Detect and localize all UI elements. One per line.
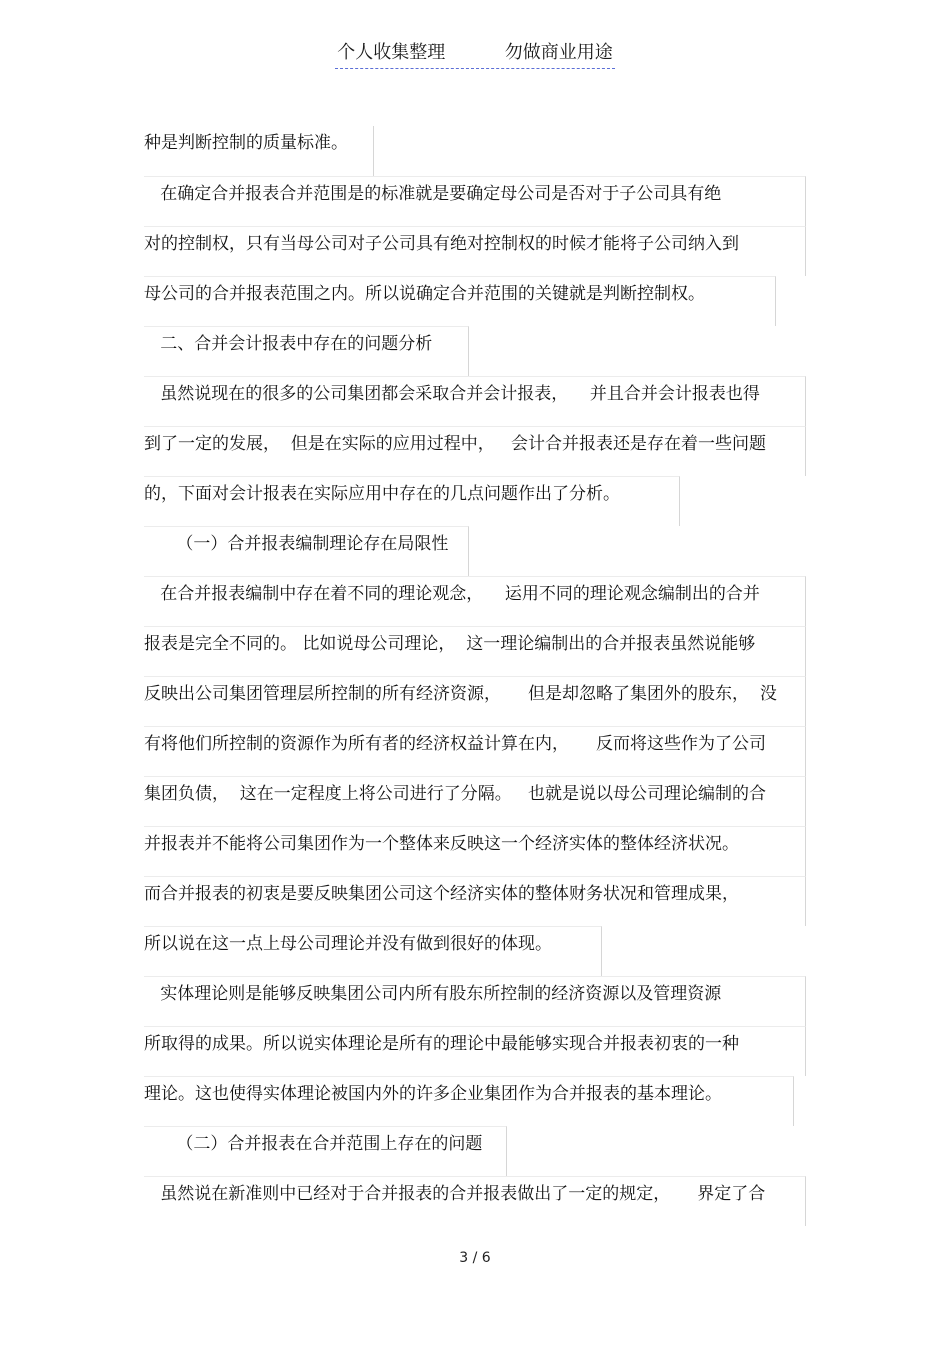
- text-line: 的，下面对会计报表在实际应用中存在的几点问题作出了分析。: [144, 476, 680, 526]
- page-number: 3 / 6: [459, 1250, 491, 1266]
- text-line: 所以说在这一点上母公司理论并没有做到很好的体现。: [144, 926, 602, 976]
- text-line: 并报表并不能将公司集团作为一个整体来反映这一个经济实体的整体经济状况。: [144, 826, 806, 876]
- text-line: 虽然说现在的很多的公司集团都会采取合并会计报表， 并且合并会计报表也得: [144, 376, 806, 426]
- text-line: 在合并报表编制中存在着不同的理论观念， 运用不同的理论观念编制出的合并: [144, 576, 806, 626]
- text-line: 反映出公司集团管理层所控制的所有经济资源， 但是却忽略了集团外的股东， 没: [144, 676, 806, 726]
- text-line: 虽然说在新准则中已经对于合并报表的合并报表做出了一定的规定， 界定了合: [144, 1176, 806, 1226]
- text-line: 实体理论则是能够反映集团公司内所有股东所控制的经济资源以及管理资源: [144, 976, 806, 1026]
- section-heading: 二、合并会计报表中存在的问题分析: [144, 326, 469, 376]
- header-text: 个人收集整理 勿做商业用途: [335, 40, 614, 69]
- text-line: 报表是完全不同的。 比如说母公司理论， 这一理论编制出的合并报表虽然说能够: [144, 626, 806, 676]
- text-line: 到了一定的发展， 但是在实际的应用过程中， 会计合并报表还是存在着一些问题: [144, 426, 806, 476]
- text-line: 种是判断控制的质量标准。: [144, 126, 374, 176]
- text-line: 有将他们所控制的资源作为所有者的经济权益计算在内， 反而将这些作为了公司: [144, 726, 806, 776]
- text-line: 母公司的合并报表范围之内。所以说确定合并范围的关键就是判断控制权。: [144, 276, 776, 326]
- text-line: 在确定合并报表合并范围是的标准就是要确定母公司是否对于子公司具有绝: [144, 176, 806, 226]
- text-line: 所取得的成果。所以说实体理论是所有的理论中最能够实现合并报表初衷的一种: [144, 1026, 806, 1076]
- text-line: 对的控制权，只有当母公司对子公司具有绝对控制权的时候才能将子公司纳入到: [144, 226, 806, 276]
- subsection-heading: （一）合并报表编制理论存在局限性: [144, 526, 469, 576]
- text-line: 集团负债， 这在一定程度上将公司进行了分隔。 也就是说以母公司理论编制的合: [144, 776, 806, 826]
- subsection-heading: （二）合并报表在合并范围上存在的问题: [144, 1126, 507, 1176]
- text-line: 理论。这也使得实体理论被国内外的许多企业集团作为合并报表的基本理论。: [144, 1076, 794, 1126]
- text-line: 而合并报表的初衷是要反映集团公司这个经济实体的整体财务状况和管理成果，: [144, 876, 806, 926]
